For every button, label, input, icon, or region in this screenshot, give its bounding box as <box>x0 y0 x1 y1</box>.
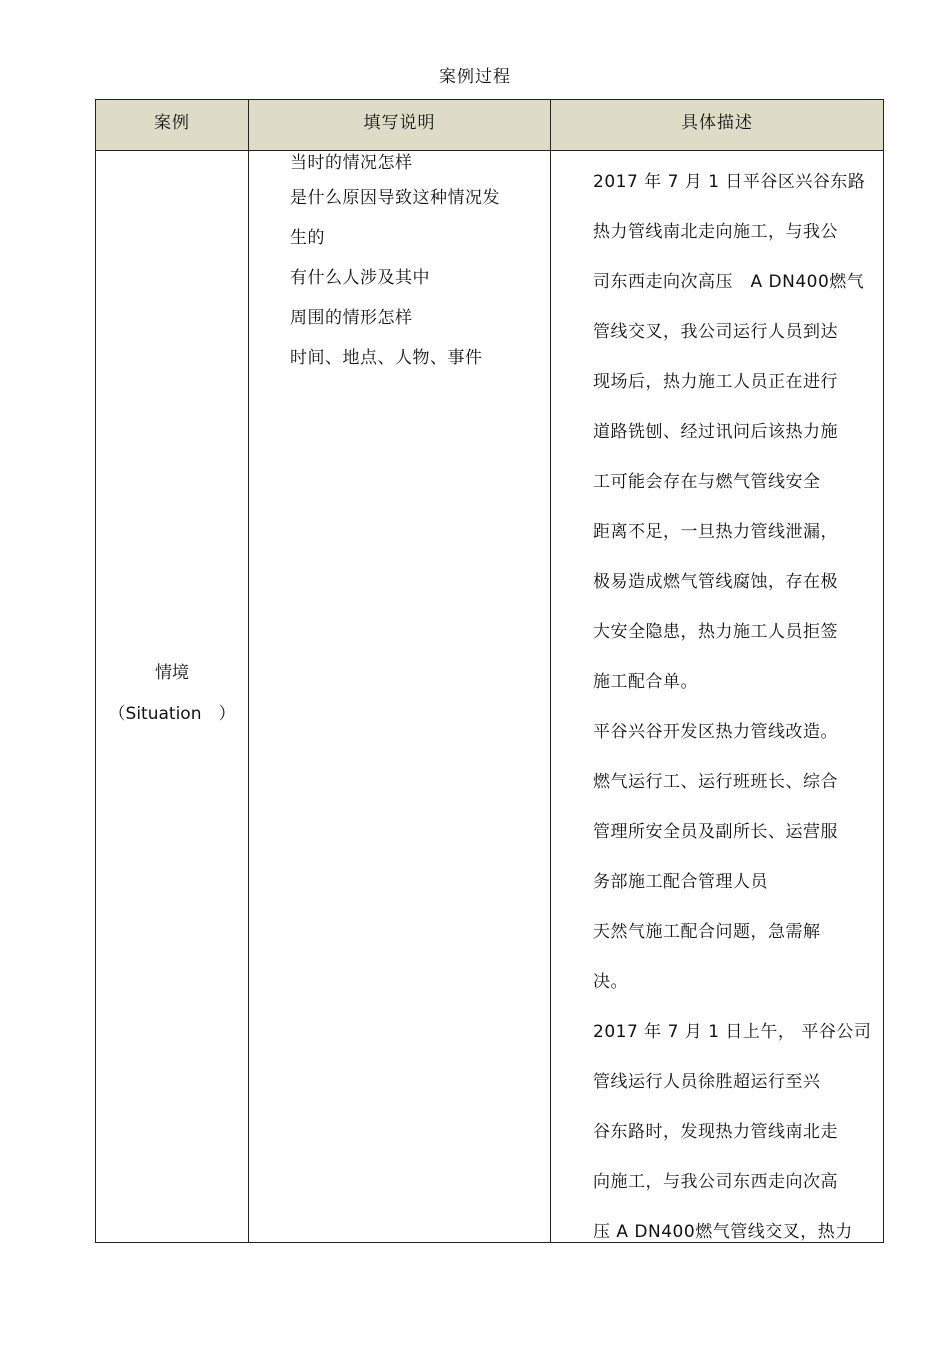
description-line: 大安全隐患，热力施工人员拒签 <box>593 622 838 642</box>
column-divider <box>550 100 551 1242</box>
description-line: 决。 <box>593 972 628 992</box>
table-header <box>96 100 883 151</box>
description-line: 工可能会存在与燃气管线安全 <box>593 472 821 492</box>
description-line: 2017 年 7 月 1 日上午， 平谷公司 <box>593 1022 872 1042</box>
description-line: 管理所安全员及副所长、运营服 <box>593 822 838 842</box>
description-line: 极易造成燃气管线腐蚀，存在极 <box>593 572 838 592</box>
description-cell <box>593 157 883 1257</box>
case-label: 情境 <box>155 663 189 683</box>
description-line: 务部施工配合管理人员 <box>593 872 768 892</box>
description-line: 管线运行人员徐胜超运行至兴 <box>593 1072 821 1092</box>
header-guide: 填写说明 <box>363 113 436 133</box>
page-title: 案例过程 <box>439 67 511 87</box>
description-line: 管线交叉，我公司运行人员到达 <box>593 322 838 342</box>
guide-line: 当时的情况怎样 <box>290 153 413 173</box>
case-cell <box>96 653 248 735</box>
description-line: 热力管线南北走向施工，与我公 <box>593 222 838 242</box>
description-line: 天然气施工配合问题，急需解 <box>593 922 821 942</box>
header-case: 案例 <box>154 113 190 133</box>
description-line: 现场后，热力施工人员正在进行 <box>593 372 838 392</box>
description-line: 向施工，与我公司东西走向次高 <box>593 1172 838 1192</box>
description-line: 司东西走向次高压 A DN400燃气 <box>593 272 865 292</box>
guide-line: 时间、地点、人物、事件 <box>290 348 483 368</box>
description-line: 谷东路时，发现热力管线南北走 <box>593 1122 838 1142</box>
description-line: 压 A DN400燃气管线交叉，热力 <box>593 1222 853 1242</box>
case-table <box>95 99 884 1243</box>
description-line: 施工配合单。 <box>593 672 698 692</box>
description-line: 道路铣刨、经过讯问后该热力施 <box>593 422 838 442</box>
guide-line: 周围的情形怎样 <box>290 308 413 328</box>
header-description: 具体描述 <box>681 113 753 133</box>
guide-line: 生的 <box>290 228 325 248</box>
guide-line: 是什么原因导致这种情况发 <box>290 188 500 208</box>
guide-line: 有什么人涉及其中 <box>290 268 430 288</box>
case-sublabel: （Situation ） <box>108 704 236 724</box>
column-divider <box>248 100 249 1242</box>
description-line: 平谷兴谷开发区热力管线改造。 <box>593 722 838 742</box>
description-line: 2017 年 7 月 1 日平谷区兴谷东路 <box>593 172 866 192</box>
guide-cell <box>290 148 530 378</box>
description-line: 燃气运行工、运行班班长、综合 <box>593 772 838 792</box>
description-line: 距离不足，一旦热力管线泄漏， <box>593 522 838 542</box>
